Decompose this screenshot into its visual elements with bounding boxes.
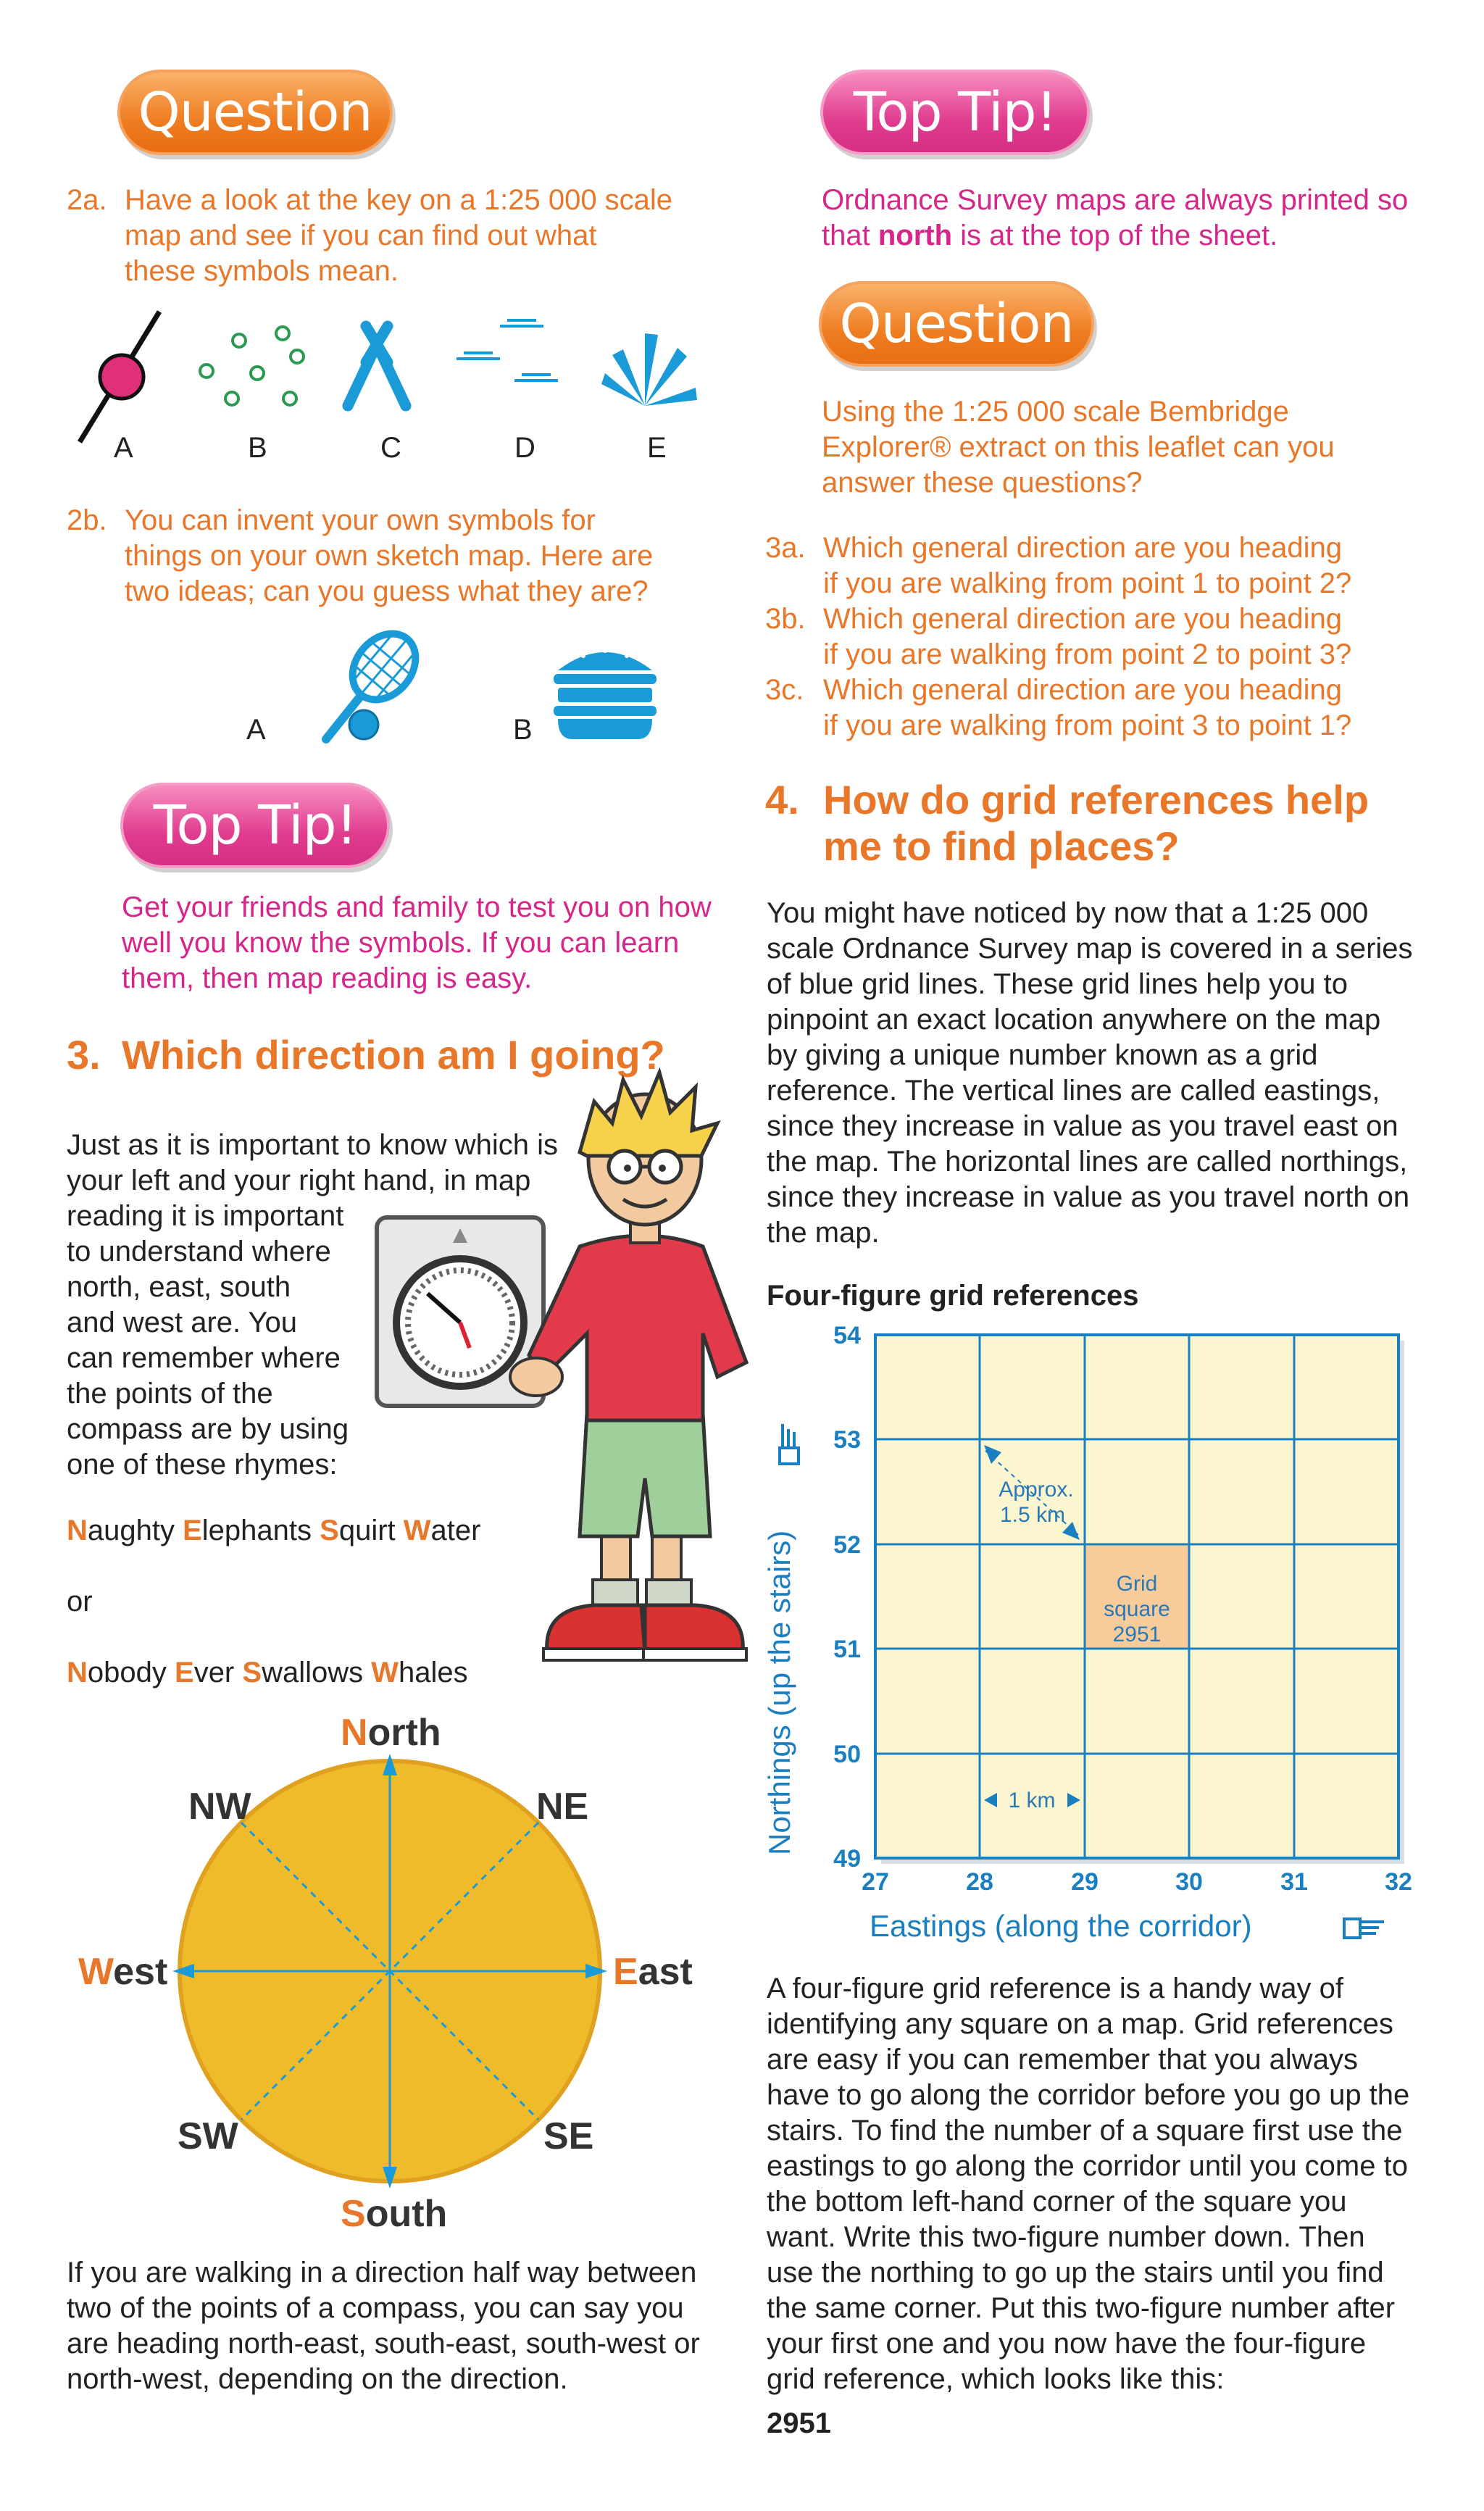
easting-tick: 28 [966, 1868, 993, 1896]
rhyme-initial: N [67, 1657, 88, 1688]
northing-tick: 54 [833, 1322, 861, 1349]
top-tip-badge: Top Tip! [120, 783, 390, 868]
rhyme-word: hales [398, 1657, 468, 1688]
marsh-symbol-icon [457, 320, 558, 380]
symbol-label-e: E [647, 432, 667, 464]
intro-line: the points of the [67, 1378, 273, 1409]
halfway-directions-text: If you are walking in a direction half way between two of the points of a compass, you can say you are heading north-east, south-east, south-west or north-west, depending on the direction. [67, 2257, 700, 2395]
approx-label: 1.5 km [999, 1503, 1066, 1527]
compass-sw-label: SW [178, 2115, 238, 2157]
question-line: if you are walking from point 3 to point 1? [823, 709, 1352, 741]
intro-line: to understand where [67, 1236, 331, 1267]
question-number: 2b. [67, 504, 107, 536]
section-title: How do grid references help me to find places? [823, 777, 1370, 869]
grid-reference-intro: You might have noticed by now that a 1:25 000 scale Ordnance Survey map is covered in a series of blue grid lines. These grid lines help you to pinpoint an exact location anywhere on the map by giving a unique number known as a grid reference. The vertical lines are called eastings, since they increase in value as you travel east on the map. The horizontal lines are called northings, since they increase in value as you travel north on the map. [767, 897, 1413, 1249]
intro-line: reading it is important [67, 1200, 344, 1232]
compass-rose [72, 1710, 710, 2246]
grid-square-label: square [1104, 1597, 1170, 1621]
tip-text-part: is at the top of the sheet. [952, 220, 1278, 251]
question-number: 2a. [67, 184, 107, 216]
rhyme-initial: W [371, 1657, 399, 1688]
rhyme-initial: S [242, 1657, 262, 1688]
intro-line: can remember where [67, 1342, 341, 1374]
question-line: if you are walking from point 1 to point 2? [823, 567, 1352, 599]
approx-label: Approx. [999, 1478, 1074, 1502]
intro-line: compass are by using [67, 1413, 349, 1445]
grid-square-label: Grid [1116, 1572, 1158, 1596]
section-number: 4. [765, 777, 799, 823]
easting-tick: 27 [862, 1868, 889, 1896]
compass-se-label: SE [543, 2115, 594, 2157]
top-tip-text: Get your friends and family to test you on how well you know the symbols. If you can learn them, then map reading is easy. [122, 891, 712, 994]
question-number: 3a. [765, 532, 806, 564]
question-number: 3b. [765, 603, 806, 635]
compass-west-label: West [78, 1951, 168, 1993]
section-3-heading [67, 1032, 733, 1078]
symbol-label-b: B [248, 432, 267, 464]
easting-tick: 30 [1175, 1868, 1203, 1896]
grid-heading: Four-figure grid references [767, 1280, 1139, 1312]
easting-tick: 29 [1071, 1868, 1099, 1896]
northings-axis-label: Northings (up the stairs) [762, 1530, 796, 1855]
question-2b [67, 503, 719, 609]
rhyme-or: or [67, 1586, 93, 1617]
intro-line: one of these rhymes: [67, 1449, 338, 1481]
eastings-axis-label: Eastings (along the corridor) [870, 1909, 1252, 1943]
rhyme-word: obody [87, 1657, 175, 1688]
viewpoint-fan-symbol-icon [601, 333, 697, 406]
question-line: Which general direction are you heading [823, 674, 1342, 706]
rhyme-initial: E [175, 1657, 194, 1688]
cartoon-boy-with-compass [362, 1073, 768, 1710]
pointing-hand-icon [780, 1424, 799, 1464]
camp-site-symbol-icon [348, 326, 406, 406]
northing-tick: 53 [833, 1426, 861, 1454]
section-title: Which direction am I going? [122, 1032, 665, 1078]
northing-tick: 50 [833, 1741, 861, 1768]
question-line: if you are walking from point 2 to point 3? [823, 638, 1352, 670]
question-line: Which general direction are you heading [823, 532, 1342, 564]
rhyme-word: ater [430, 1515, 481, 1546]
compass-east-label: East [613, 1951, 693, 1993]
question-number: 3c. [765, 674, 804, 706]
rhyme-word: wallows [262, 1657, 372, 1688]
intro-line: your left and your right hand, in map [67, 1165, 531, 1196]
question-text: You can invent your own symbols for things on your own sketch map. Here are two ideas; can you guess what they are? [125, 504, 654, 607]
idea-label-a: A [246, 714, 266, 746]
rhyme-word: quirt [338, 1515, 404, 1546]
intro-line: north, east, south [67, 1271, 291, 1303]
question-intro: Using the 1:25 000 scale Bembridge Explorer® extract on this leaflet can you answer these questions? [822, 396, 1335, 499]
tennis-racket-icon [326, 621, 428, 739]
intro-line: Just as it is important to know which is [67, 1129, 559, 1161]
question-item [765, 601, 1461, 672]
idea-label-b: B [513, 714, 533, 746]
symbol-label-a: A [114, 432, 133, 464]
rhyme-word: aughty [87, 1515, 183, 1546]
grid-reference-diagram [762, 1319, 1420, 1957]
northing-tick: 49 [833, 1845, 861, 1873]
section-number: 3. [67, 1032, 101, 1078]
section-4-heading [765, 777, 1439, 870]
easting-tick: 32 [1385, 1868, 1412, 1896]
question-2a [67, 183, 719, 289]
question-list [765, 530, 1461, 744]
question-item [765, 530, 1461, 601]
grid-square-label: 2951 [1112, 1623, 1162, 1646]
question-badge: Question [819, 281, 1094, 367]
grid-reference-answer: 2951 [767, 2407, 831, 2439]
compass-south-label: South [341, 2193, 448, 2235]
one-km-label: 1 km [1008, 1788, 1056, 1812]
compass-nw-label: NW [188, 1786, 251, 1828]
pointing-hand-icon [1344, 1919, 1384, 1938]
tip-text-part: Ordnance Survey maps are always printed so that [822, 184, 1409, 251]
compass-north-label: North [341, 1712, 441, 1754]
intro-line: and west are. You [67, 1307, 298, 1338]
trees-symbol-icon [200, 327, 304, 405]
burger-icon [554, 649, 656, 739]
question-text: Have a look at the key on a 1:25 000 scale map and see if you can find out what these symbols mean. [125, 184, 673, 287]
rhyme-initial: N [67, 1515, 88, 1546]
tip-bold-word: north [878, 220, 953, 251]
compass-ne-label: NE [536, 1786, 589, 1828]
four-figure-explanation: A four-figure grid reference is a handy way of identifying any square on a map. Grid references are easy if you can remember that you always have to go along the corridor before you go up the stairs. To find the number of a square first use the eastings to go along the corridor until you come to the bottom left-hand corner of the square you want. Write this two-figure number down. Then use the northing to go up the stairs until you find the same corner. Put this two-figure number after your first one and you now have the four-figure grid reference, which looks like this: [767, 1973, 1410, 2395]
idea-symbols [319, 630, 681, 761]
rhyme-initial: E [183, 1515, 202, 1546]
easting-tick: 31 [1280, 1868, 1308, 1896]
rhyme-initial: S [320, 1515, 339, 1546]
question-line: Which general direction are you heading [823, 603, 1342, 635]
top-tip-badge: Top Tip! [820, 70, 1090, 155]
northing-tick: 51 [833, 1636, 861, 1663]
viewpoint-symbol-icon [80, 312, 159, 442]
rhyme-word: lephants [201, 1515, 320, 1546]
rhyme-initial: W [403, 1515, 431, 1546]
symbol-label-c: C [380, 432, 401, 464]
top-tip-text [822, 183, 1416, 254]
symbol-label-d: D [514, 432, 535, 464]
question-item [765, 672, 1461, 744]
rhyme-word: ver [193, 1657, 243, 1688]
question-badge: Question [117, 70, 393, 155]
northing-tick: 52 [833, 1531, 861, 1559]
